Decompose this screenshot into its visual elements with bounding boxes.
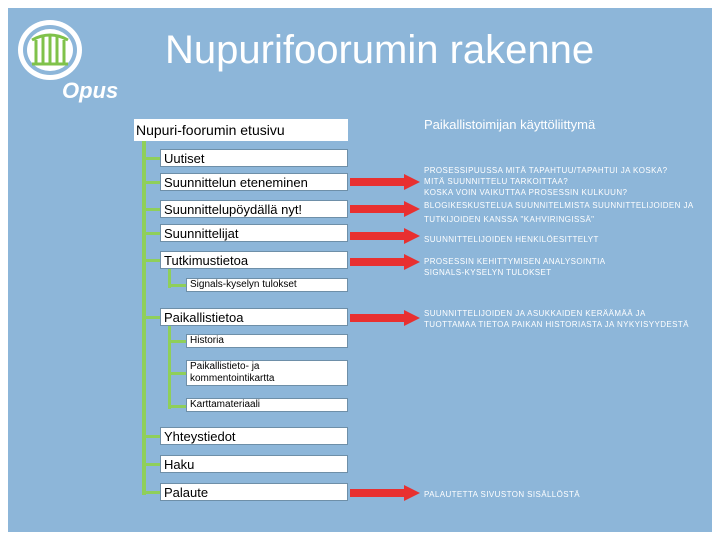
branch-kartta [168, 372, 188, 375]
node-haku: Haku [160, 455, 348, 473]
node-signals: Signals-kyselyn tulokset [186, 278, 348, 292]
tree-sub-line-paikallistietoa [168, 323, 171, 409]
arrow-suunnittelijat [350, 228, 420, 244]
node-poyta: Suunnittelupöydällä nyt! [160, 200, 348, 218]
branch-palaute [142, 491, 162, 494]
desc-tutkimus-line1: PROSESSIN KEHITTYMISEN ANALYSOINTIA [424, 257, 606, 266]
node-karttamateriaali: Karttamateriaali [186, 398, 348, 412]
page-title: Nupurifoorumin rakenne [165, 28, 595, 72]
opus-logo [10, 12, 119, 104]
desc-eteneminen [424, 165, 667, 198]
node-eteneminen: Suunnittelun eteneminen [160, 173, 348, 191]
branch-haku [142, 463, 162, 466]
desc-eteneminen-line3: KOSKA VOIN VAIKUTTAA PROSESSIN KULKUUN? [424, 188, 628, 197]
branch-eteneminen [142, 181, 162, 184]
arrow-poyta [350, 201, 420, 217]
arrow-tutkimus [350, 254, 420, 270]
node-yhteystiedot: Yhteystiedot [160, 427, 348, 445]
desc-palaute: PALAUTETTA SIVUSTON SISÄLLÖSTÄ [424, 490, 581, 499]
desc-eteneminen-line1: PROSESSIPUUSSA MITÄ TAPAHTUU/TAPAHTUI JA KOSKA? [424, 166, 668, 175]
interface-heading: Paikallistoimijan käyttöliittymä [424, 117, 596, 132]
node-suunnittelijat: Suunnittelijat [160, 224, 348, 242]
branch-suunnittelijat [142, 232, 162, 235]
arrow-eteneminen [350, 174, 420, 190]
node-kartta-line1: Paikallistieto- ja [190, 361, 260, 372]
logo-text: Opus [62, 78, 119, 103]
branch-yhteystiedot [142, 435, 162, 438]
desc-suunnittelijat: SUUNNITTELIJOIDEN HENKILÖESITTELYT [424, 235, 599, 244]
node-uutiset: Uutiset [160, 149, 348, 167]
node-kartta [186, 360, 348, 386]
branch-tutkimus [142, 259, 162, 262]
desc-poyta-line1: BLOGIKESKUSTELUA SUUNNITELMISTA SUUNNITTELIJOIDEN JA [424, 201, 694, 210]
desc-tutkimus [424, 256, 605, 278]
root-node: Nupuri-foorumin etusivu [134, 119, 348, 141]
branch-paikallistietoa [142, 316, 162, 319]
arrow-palaute [350, 485, 420, 501]
branch-signals [168, 284, 188, 287]
node-palaute: Palaute [160, 483, 348, 501]
branch-poyta [142, 208, 162, 211]
desc-paikallistietoa [424, 308, 689, 330]
branch-historia [168, 340, 188, 343]
node-paikallistietoa: Paikallistietoa [160, 308, 348, 326]
desc-paikallistietoa-line2: TUOTTAMAA TIETOA PAIKAN HISTORIASTA JA NYKYISYYDESTÄ [424, 320, 689, 329]
desc-tutkimus-line2: SIGNALS-KYSELYN TULOKSET [424, 268, 552, 277]
desc-poyta [424, 199, 694, 227]
node-kartta-line2: kommentointikartta [190, 373, 275, 384]
desc-poyta-line2: TUTKIJOIDEN KANSSA "KAHVIRINGISSÄ" [424, 215, 595, 224]
branch-karttamateriaali [168, 405, 188, 408]
node-historia: Historia [186, 334, 348, 348]
node-tutkimus: Tutkimustietoa [160, 251, 348, 269]
arrow-paikallistietoa [350, 310, 420, 326]
desc-paikallistietoa-line1: SUUNNITTELIJOIDEN JA ASUKKAIDEN KERÄÄMÄÄ JA [424, 309, 646, 318]
desc-eteneminen-line2: MITÄ SUUNNITTELU TARKOITTAA? [424, 177, 569, 186]
branch-uutiset [142, 157, 162, 160]
